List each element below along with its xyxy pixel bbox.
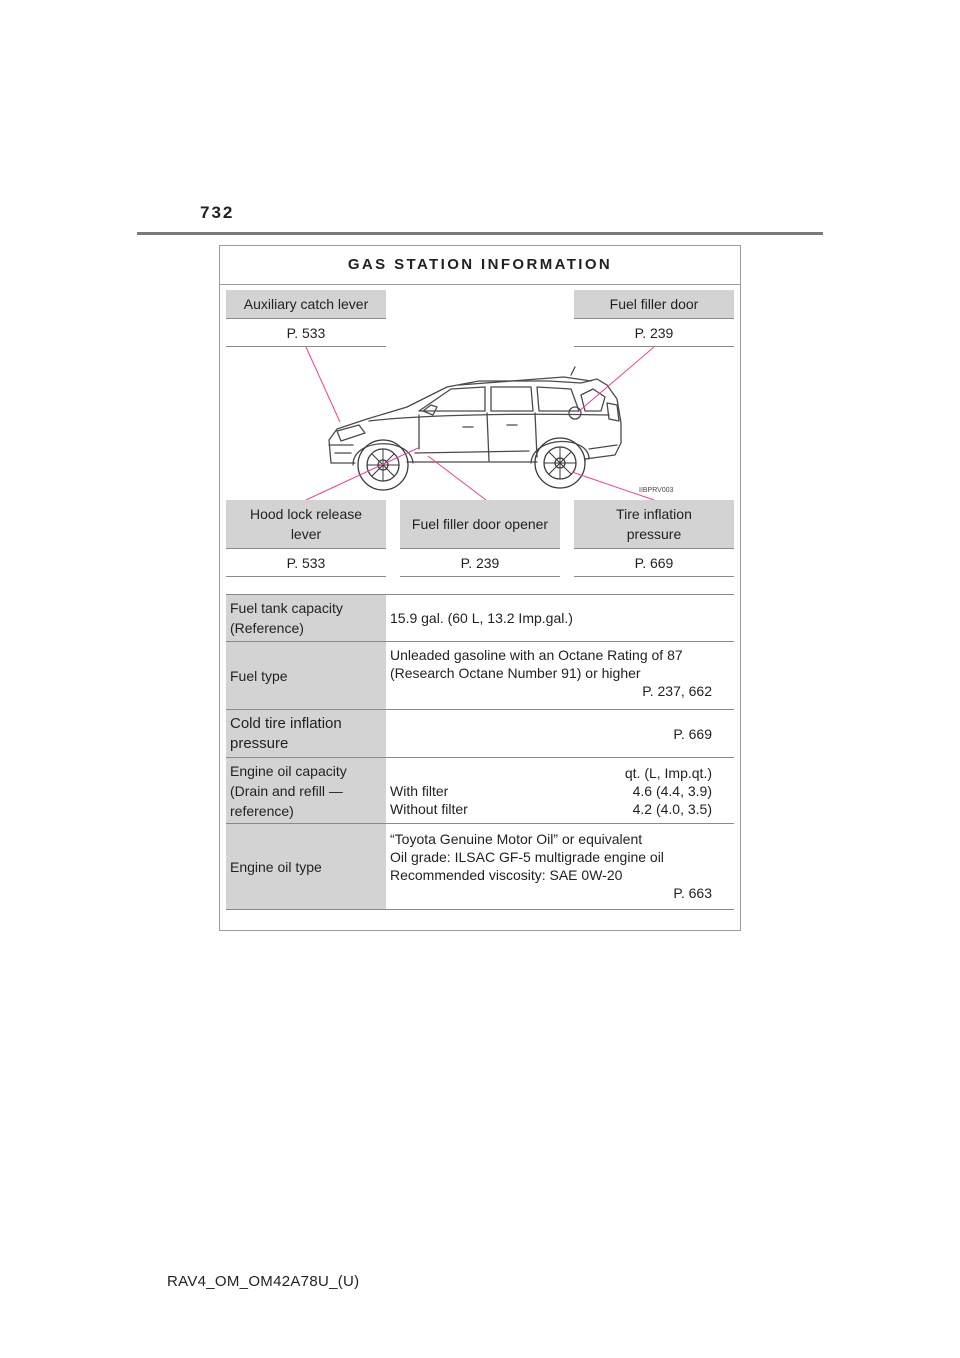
oil-without-filter-value: 4.2 (4.0, 3.5) [632,801,712,817]
row-label [226,595,386,641]
table-row-engine-oil-capacity [226,757,734,823]
row-value: 15.9 gal. (60 L, 13.2 Imp.gal.) [390,610,573,626]
oil-without-filter-label: Without filter [390,801,468,817]
row-label [226,710,386,757]
header-rule [137,232,823,235]
document-footer: RAV4_OM_OM42A78U_(U) [167,1273,360,1290]
callout-label [574,500,734,549]
row-value [386,824,734,909]
fuel-type-line2: (Research Octane Number 91) or higher [390,665,641,681]
row-label-line1: Cold tire inflation [230,714,342,732]
table-row-cold-tire [226,709,734,757]
callout-label: Fuel filler door opener [400,500,560,549]
callout-label [226,500,386,549]
oil-type-line3: Recommended viscosity: SAE 0W-20 [390,867,623,883]
row-label-line2: pressure [230,734,289,752]
page-reference: P. 669 [574,549,734,577]
page-number: 732 [200,203,235,222]
row-label: Engine oil type [226,824,386,909]
panel-title: GAS STATION INFORMATION [220,246,740,285]
page-reference: P. 237, 662 [642,683,712,699]
row-label: Fuel type [226,642,386,709]
row-label-line3: reference) [230,802,294,819]
callout-fuel-filler-door [574,290,734,347]
page-reference: P. 239 [400,549,560,577]
callout-label-line2: lever [290,526,322,542]
page-reference: P. 239 [574,319,734,347]
oil-with-filter-label: With filter [390,783,449,799]
row-label-line2: (Drain and refill — [230,782,343,799]
oil-without-filter [390,800,712,818]
page-reference: P. 533 [226,319,386,347]
row-value [386,642,734,709]
oil-with-filter [390,782,712,800]
callout-fuel-filler-door-opener [400,500,560,577]
oil-type-line1: “Toyota Genuine Motor Oil” or equivalent [390,831,643,847]
page-reference: P. 663 [673,885,712,901]
callout-tire-inflation-pressure [574,500,734,577]
table-row-fuel-tank [226,594,734,641]
callout-hood-lock-release-lever [226,500,386,577]
row-value [386,758,734,823]
vehicle-illustration [219,345,741,505]
page-reference: P. 533 [226,549,386,577]
page-reference: P. 669 [673,725,712,742]
oil-type-line2: Oil grade: ILSAC GF-5 multigrade engine oil [390,849,664,865]
callout-label: Fuel filler door [574,290,734,319]
illustration-code: IIBPRV003 [639,487,674,494]
callout-label-line2: pressure [626,526,682,542]
callout-auxiliary-catch-lever [226,290,386,347]
row-label-line1: Fuel tank capacity [230,600,343,616]
row-label-line2: (Reference) [230,620,304,636]
row-value [386,710,734,757]
table-row-engine-oil-type [226,823,734,910]
callout-label-line1: Tire inflation [616,506,692,522]
table-row-fuel-type [226,641,734,709]
row-label-line1: Engine oil capacity [230,762,347,779]
row-label [226,758,386,823]
oil-with-filter-value: 4.6 (4.4, 3.9) [632,783,712,799]
callout-label: Auxiliary catch lever [226,290,386,319]
fuel-info-table [226,594,734,910]
fuel-type-line1: Unleaded gasoline with an Octane Rating of 87 [390,647,683,663]
callout-label-line1: Hood lock release [249,506,363,522]
oil-capacity-unit: qt. (L, Imp.qt.) [624,765,712,781]
